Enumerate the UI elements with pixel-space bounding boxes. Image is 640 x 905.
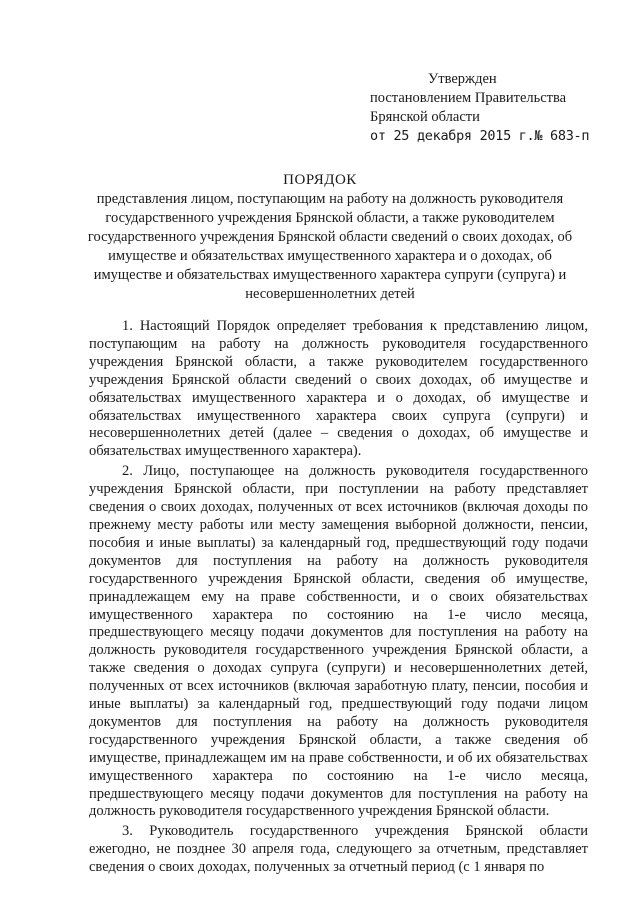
approval-date-line: от 25 декабря 2015 г.№ 683-п — [370, 128, 590, 144]
paragraph-1: 1. Настоящий Порядок определяет требования к представлению лицом, поступающим на работу на должность руководителя государственного учреждения Брянской области, а также руководителем государственного учреждения Брянской области сведений о своих доходах, об имуществе и обязательствах имущественного характера и о доходах, об имуществе и обязательствах имущественного характера своих супруга (супруги) и несовершеннолетних детей (далее – сведения о доходах, об имуществе и обязательствах имущественного характера). — [89, 318, 588, 460]
document-subtitle: представления лицом, поступающим на работу на должность руководителя государственного учреждения Брянской области, а также руководителем государственного учреждения Брянской области сведений о своих доходах, об имуществе и обязательствах имущественного характера и о доходах, об имуществе и обязательствах имущественного характера супруги (супруга) и несовершеннолетних детей — [87, 191, 573, 302]
paragraph-3: 3. Руководитель государственного учреждения Брянской области ежегодно, не позднее 30 апреля года, следующего за отчетным, представляет сведения о своих доходах, полученных за отчетный период (с 1 января по — [89, 823, 588, 876]
document-title: ПОРЯДОК — [283, 172, 357, 188]
approval-line-3: Брянской области — [370, 109, 480, 125]
paragraph-2: 2. Лицо, поступающее на должность руководителя государственного учреждения Брянской области, при поступлении на работу представляет сведения о своих доходах, полученных от всех источников (включая доходы по прежнему месту работы или месту замещения выборной должности, пенсии, пособия и иные выплаты) за календарный год, предшествующий году подачи документов для поступления на работу на должность руководителя государственного учреждения Брянской области, сведения об имуществе, принадлежащем ему на праве собственности, и о своих обязательствах имущественного характера по состоянию на 1-е число месяца, предшествующего месяцу подачи документов для поступления на работу на должность руководителя государственного учреждения Брянской области, а также сведения о доходах супруга (супруги) и несовершеннолетних детей, полученных от всех источников (включая заработную плату, пенсии, пособия и иные выплаты) за календарный год, предшествующий году подачи лицом документов для поступления на работу на должность руководителя государственного учреждения Брянской области, а также сведения об имуществе, принадлежащем им на праве собственности, и об их обязательствах имущественного характера по состоянию на 1-е число месяца, предшествующего месяцу подачи документов для поступления на работу на должность руководителя государственного учреждения Брянской области. — [89, 463, 588, 820]
document-body — [89, 318, 588, 879]
approval-line-2: постановлением Правительства — [370, 90, 567, 106]
approval-stamp — [370, 70, 620, 146]
approval-line-1: Утвержден — [428, 71, 497, 87]
